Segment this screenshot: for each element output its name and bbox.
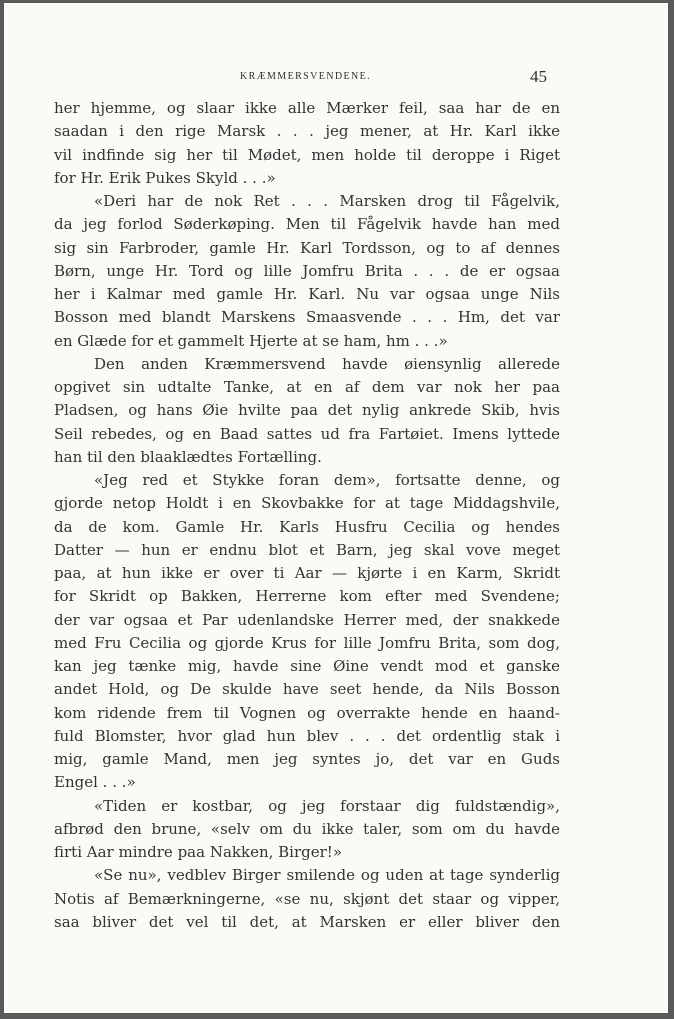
text-line: kan jeg tænke mig, havde sine Øine vendt mod et ganske — [54, 657, 560, 675]
text-line: afbrød den brune, «selv om du ikke taler, som om du havde — [54, 819, 560, 838]
page-number: 45 — [530, 67, 547, 86]
text-line: Pladsen, og hans Øie hvilte paa det nylig ankrede Skib, hvis — [54, 401, 560, 420]
text-line: en Glæde for et gammelt Hjerte at se ham, hm . . .» — [54, 331, 448, 350]
text-line: kom ridende frem til Vognen og overrakte hende en haand- — [54, 703, 560, 722]
text-line: sig sin Farbroder, gamle Hr. Karl Tordsson, og to af dennes — [54, 238, 560, 257]
text-line: «Deri har de nok Ret . . . Marsken drog til Fågelvik, — [94, 192, 560, 210]
text-line: han til den blaaklædtes Fortælling. — [54, 447, 322, 466]
running-head: KRÆMMERSVENDENE. — [240, 71, 372, 82]
text-line: «Jeg red et Stykke foran dem», fortsatte denne, og — [94, 471, 560, 489]
text-line: andet Hold, og De skulde have seet hende, da Nils Bosson — [54, 680, 560, 699]
text-line: opgivet sin udtalte Tanke, at en af dem var nok her paa — [54, 378, 560, 396]
text-line: for Skridt op Bakken, Herrerne kom efter med Svendene; — [54, 587, 560, 606]
text-line: her i Kalmar med gamle Hr. Karl. Nu var ogsaa unge Nils — [54, 285, 560, 303]
text-line: firti Aar mindre paa Nakken, Birger!» — [54, 843, 343, 861]
text-line: saadan i den rige Marsk . . . jeg mener, at Hr. Karl ikke — [54, 122, 560, 141]
text-line: «Tiden er kostbar, og jeg forstaar dig fuldstændig», — [94, 796, 560, 815]
text-line: der var ogsaa et Par udenlandske Herrer med, der snakkede — [54, 610, 560, 629]
body-text — [54, 97, 560, 934]
text-line: da de kom. Gamle Hr. Karls Husfru Cecilia og hendes — [54, 517, 560, 536]
text-line: «Se nu», vedblev Birger smilende og uden at tage synderlig — [94, 866, 560, 885]
text-line: gjorde netop Holdt i en Skovbakke for at tage Middagshvile, — [54, 494, 560, 513]
text-line: saa bliver det vel til det, at Marsken er eller bliver den — [54, 912, 560, 931]
text-line: Engel . . .» — [54, 773, 136, 792]
text-line: da jeg forlod Søderkøping. Men til Fågelvik havde han med — [54, 215, 560, 234]
text-line: Seil rebedes, og en Baad sattes ud fra Fartøiet. Imens lyttede — [54, 424, 560, 443]
text-line: Børn, unge Hr. Tord og lille Jomfru Brita . . . de er ogsaa — [54, 261, 560, 280]
text-line: paa, at hun ikke er over ti Aar — kjørte i en Karm, Skridt — [54, 564, 560, 582]
text-line: Bosson med blandt Marskens Smaasvende . . . Hm, det var — [54, 308, 560, 327]
text-line: med Fru Cecilia og gjorde Krus for lille Jomfru Brita, som dog, — [54, 633, 560, 652]
text-line: vil indfinde sig her til Mødet, men holde til deroppe i Riget — [54, 145, 560, 164]
text-line: Den anden Kræmmersvend havde øiensynlig allerede — [94, 354, 560, 373]
text-line: mig, gamle Mand, men jeg syntes jo, det var en Guds — [54, 750, 560, 768]
text-line: for Hr. Erik Pukes Skyld . . .» — [54, 168, 276, 187]
text-line: fuld Blomster, hvor glad hun blev . . . det ordentlig stak i — [54, 726, 560, 745]
text-line: Datter — hun er endnu blot et Barn, jeg skal vove meget — [54, 540, 560, 559]
page-header — [4, 67, 668, 87]
book-page — [4, 3, 668, 1013]
text-line: her hjemme, og slaar ikke alle Mærker feil, saa har de en — [54, 99, 560, 117]
text-line: Notis af Bemærkningerne, «se nu, skjønt det staar og vipper, — [54, 889, 560, 908]
